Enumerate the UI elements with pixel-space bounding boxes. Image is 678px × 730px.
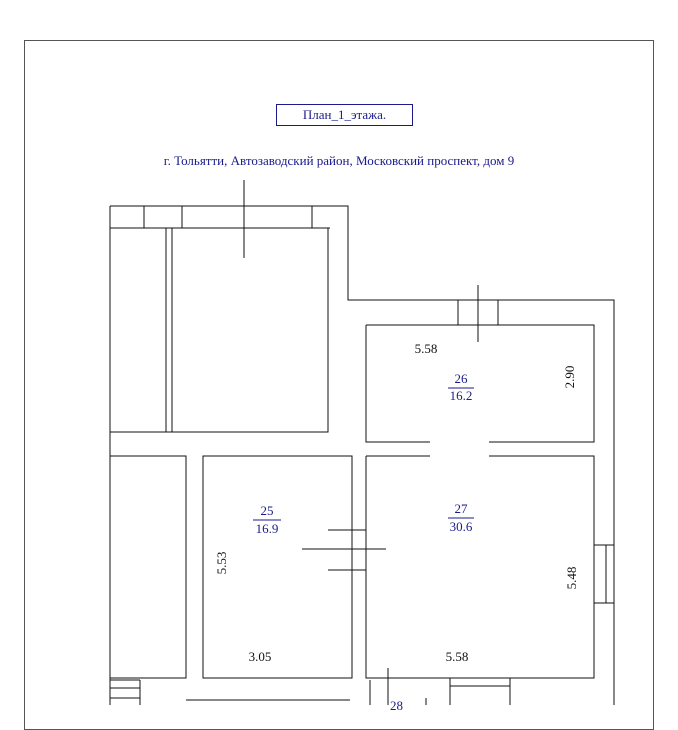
- room-lower-left-strip: [110, 456, 186, 678]
- partition: [166, 228, 172, 432]
- window-top-left: [110, 206, 330, 228]
- room-25-height-label: 5.53: [214, 551, 229, 575]
- room-26-area: 16.2: [449, 388, 473, 403]
- doorway-25-27: [328, 530, 366, 570]
- room-25-width-label: 3.05: [248, 649, 272, 664]
- room-26-number: 26: [454, 371, 468, 386]
- room-26: [366, 325, 594, 442]
- room-27-height-label: 5.48: [564, 566, 579, 590]
- room-27: [366, 456, 594, 678]
- room-27-area: 30.6: [449, 519, 473, 534]
- window-27-right: [594, 545, 614, 603]
- room-26-width-label: 5.58: [414, 341, 438, 356]
- room-25-number: 25: [260, 503, 274, 518]
- room-26-height-label: 2.90: [562, 365, 577, 389]
- room-25-area: 16.9: [255, 521, 279, 536]
- window-27-bottom: [450, 678, 510, 705]
- stair-lower-left: [110, 680, 140, 705]
- plan-title: План_1_этажа.: [276, 104, 413, 126]
- address-line: г. Тольятти, Автозаводский район, Московский проспект, дом 9: [163, 153, 515, 168]
- room-28-number: 28: [390, 698, 403, 710]
- room-27-number: 27: [454, 501, 468, 516]
- room-upper-left: [110, 228, 328, 432]
- room-27-width-label: 5.58: [445, 649, 469, 664]
